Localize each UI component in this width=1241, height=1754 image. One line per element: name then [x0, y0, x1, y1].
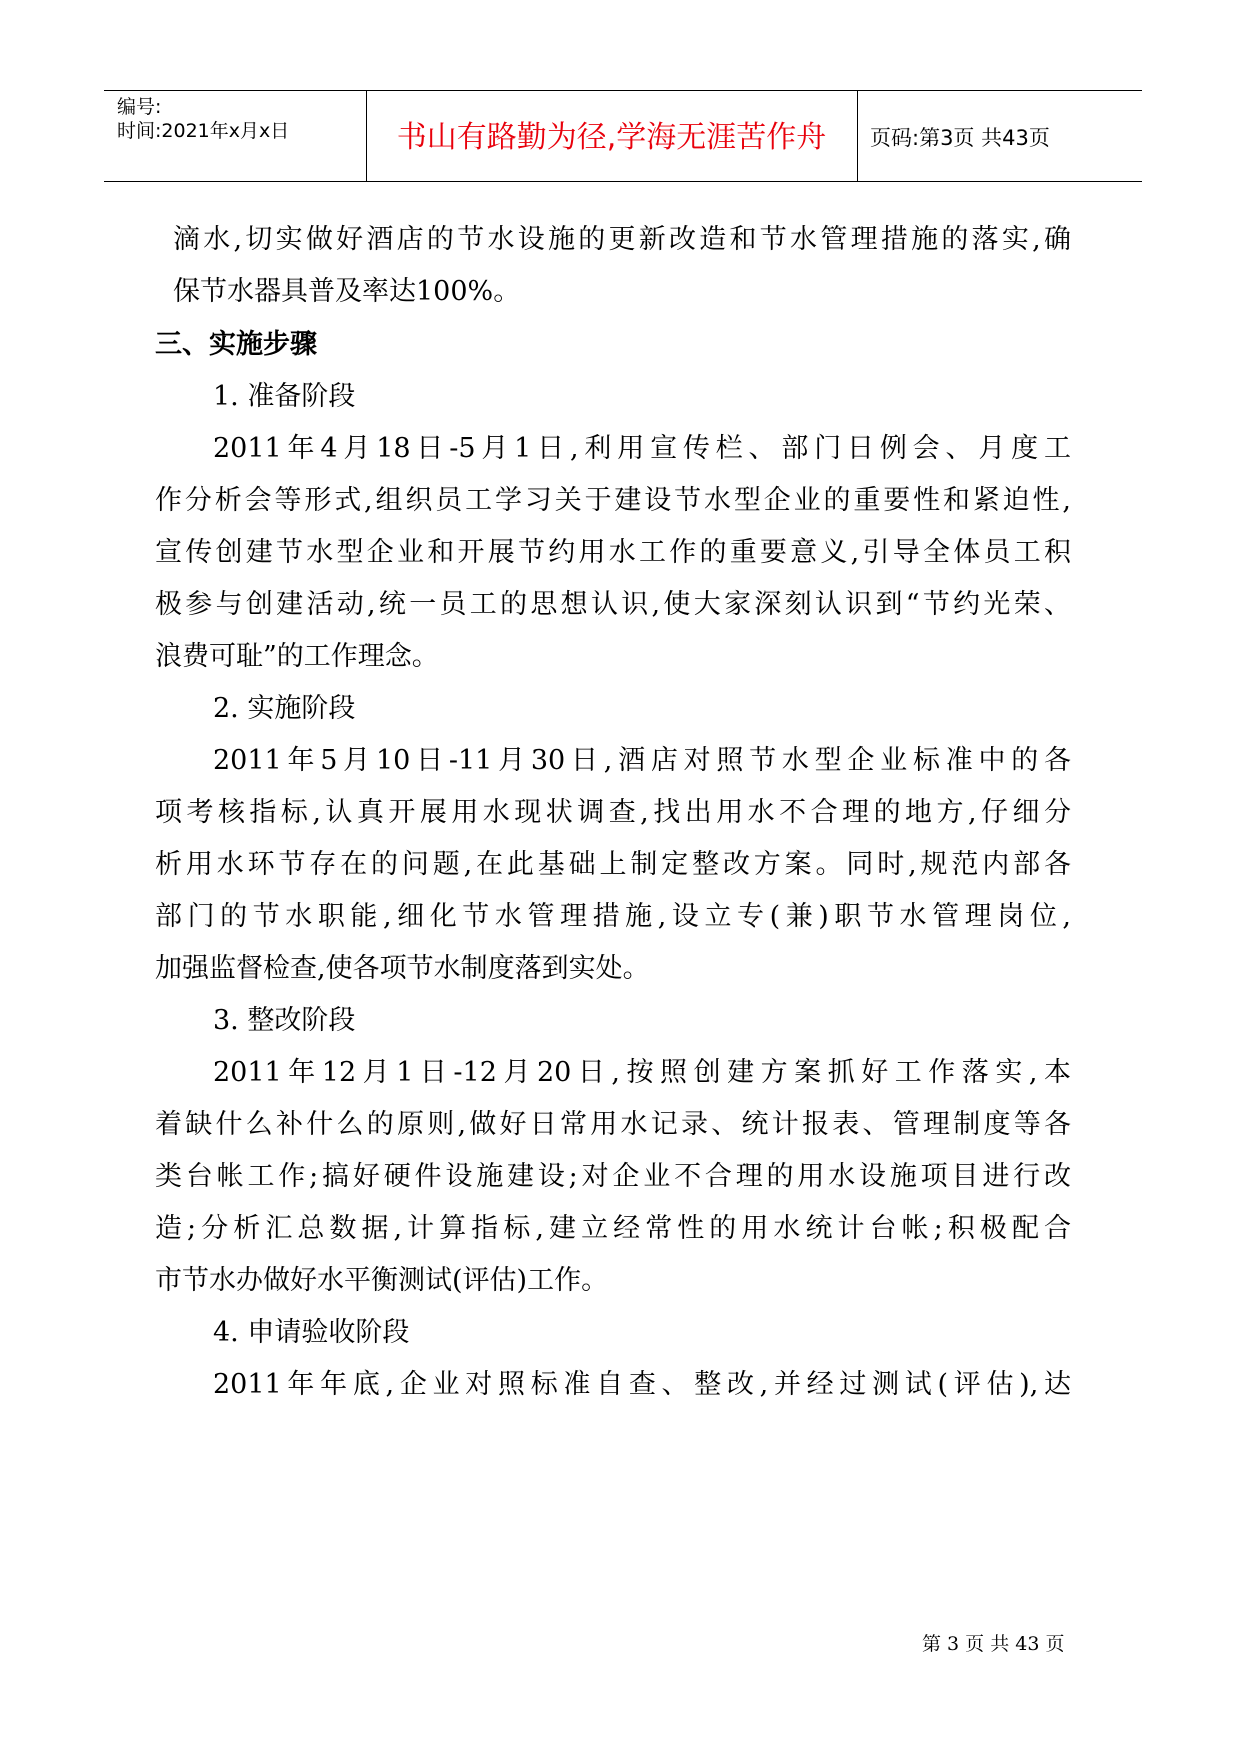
body-line: 项考核指标,认真开展用水现状调查,找出用水不合理的地方,仔细分 [155, 797, 1071, 828]
body-line: 浪费可耻”的工作理念。 [155, 641, 439, 672]
body-line: 宣传创建节水型企业和开展节约用水工作的重要意义,引导全体员工积 [155, 537, 1071, 568]
body-line: 析用水环节存在的问题,在此基础上制定整改方案。同时,规范内部各 [155, 849, 1071, 880]
body-line: 部门的节水职能,细化节水管理措施,设立专(兼)职节水管理岗位, [155, 901, 1071, 932]
page-footer: 第 3 页 共 43 页 [922, 1633, 1065, 1655]
body-line: 滴水,切实做好酒店的节水设施的更新改造和节水管理措施的落实,确 [173, 224, 1071, 255]
subsection-heading: 4. 申请验收阶段 [213, 1317, 410, 1348]
body-line: 2011年4月18日-5月1日,利用宣传栏、部门日例会、月度工 [213, 433, 1071, 464]
subsection-heading: 2. 实施阶段 [213, 693, 356, 724]
subsection-heading: 1. 准备阶段 [213, 381, 356, 412]
body-line: 加强监督检查,使各项节水制度落到实处。 [155, 953, 650, 984]
body-line: 2011年年底,企业对照标准自查、整改,并经过测试(评估),达 [213, 1369, 1071, 1400]
body-line: 类台帐工作;搞好硬件设施建设;对企业不合理的用水设施项目进行改 [155, 1161, 1071, 1192]
header-motto: 书山有路勤为径,学海无涯苦作舟 [396, 120, 827, 155]
body-line: 造;分析汇总数据,计算指标,建立经常性的用水统计台帐;积极配合 [155, 1213, 1071, 1244]
header-meta [117, 95, 289, 143]
body-line: 保节水器具普及率达100%。 [173, 276, 521, 307]
subsection-heading: 3. 整改阶段 [213, 1005, 356, 1036]
header-page-number: 页码:第3页 共43页 [870, 126, 1050, 150]
body-line: 2011年5月10日-11月30日,酒店对照节水型企业标准中的各 [213, 745, 1071, 776]
header-number-label: 编号: [117, 96, 162, 118]
section-heading: 三、实施步骤 [155, 329, 317, 360]
page-header [104, 90, 1142, 182]
body-line: 2011年12月1日-12月20日,按照创建方案抓好工作落实,本 [213, 1057, 1071, 1088]
body-line: 市节水办做好水平衡测试(评估)工作。 [155, 1265, 609, 1296]
body-line: 作分析会等形式,组织员工学习关于建设节水型企业的重要性和紧迫性, [155, 485, 1071, 516]
header-time-label: 时间:2021年x月x日 [117, 120, 290, 142]
body-line: 着缺什么补什么的原则,做好日常用水记录、统计报表、管理制度等各 [155, 1109, 1071, 1140]
header-divider-right [857, 91, 858, 181]
body-line: 极参与创建活动,统一员工的思想认识,使大家深刻认识到“节约光荣、 [155, 589, 1071, 620]
